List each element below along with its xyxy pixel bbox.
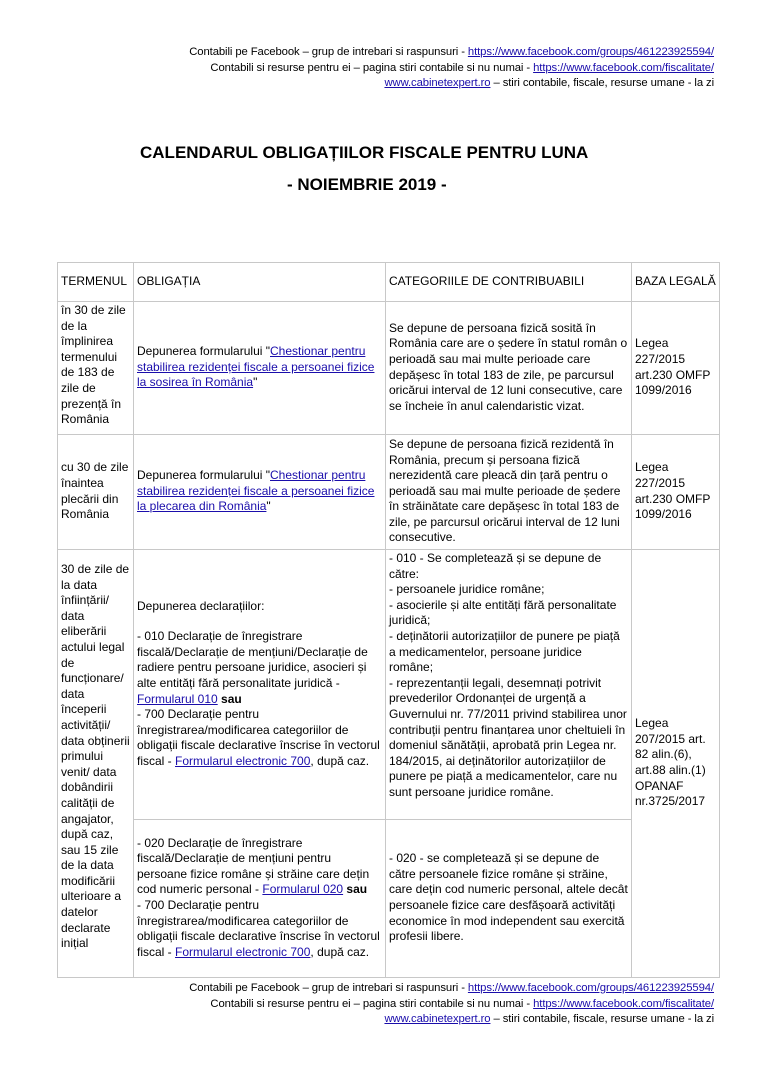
cell-termen: 30 de zile de la data înființării/ data eliberării actului legal de funcționare/ data începerii activității/ data obținerii primului venit/ data dobândirii calității de angajator, după caz, sau 15 zile de la data modificării ulterioare a datelor declarate inițial bbox=[58, 550, 134, 978]
table-row bbox=[58, 550, 720, 820]
cell-categorii: - 020 - se completează și se depune de către persoanele fizice române și străine, care dețin cod numeric personal, altele decât persoanele fizice care desfășoară activități economice în mod independent sau exercită profesii libere. bbox=[386, 820, 632, 978]
cell-categorii: Se depune de persoana fizică sosită în România care are o ședere în statul român o perioadă sau mai multe perioade care depășesc în total 183 de zile, pe parcursul oricărui interval de 12 luni consecutive, care se încheie în anul calendaristic vizat. bbox=[386, 302, 632, 435]
cell-baza-legala: Legea 227/2015 art.230 OMFP 1099/2016 bbox=[632, 435, 720, 550]
cell-obligatie: Depunerea declarațiilor: - 010 Declarație de înregistrare fiscală/Declarație de mențiuni/Declarație de radiere pentru persoane juridice, asocieri și alte entități fără personalitate juridică - Formularul 010 sau - 700 Declarație pentru înregistrarea/modificarea categoriilor de obligații fiscale declarative înscrise în vectorul fiscal - Formularul electronic 700, după caz. bbox=[134, 550, 386, 820]
header-line-1: Contabili pe Facebook – grup de intrebari si raspunsuri - https://www.facebook.com/groups/461223925594/ bbox=[189, 46, 714, 58]
cabinetexpert-link[interactable]: www.cabinetexpert.ro bbox=[384, 77, 491, 89]
page-footer bbox=[189, 981, 714, 1028]
formular-700-link[interactable]: Formularul electronic 700 bbox=[175, 753, 311, 768]
table-row bbox=[58, 302, 720, 435]
header-baza-legala: BAZA LEGALĂ bbox=[632, 263, 720, 302]
cell-termen: în 30 de zile de la împlinirea termenului de 183 de zile de prezență în România bbox=[58, 302, 134, 435]
table-row bbox=[58, 435, 720, 550]
footer-line-2: Contabili si resurse pentru ei – pagina stiri contabile si nu numai - https://www.facebook.com/fiscalitate/ bbox=[210, 997, 714, 1010]
facebook-group-link[interactable]: https://www.facebook.com/groups/461223925594/ bbox=[467, 46, 714, 58]
facebook-page-link[interactable]: https://www.facebook.com/fiscalitate/ bbox=[533, 997, 714, 1010]
header-line-2: Contabili si resurse pentru ei – pagina stiri contabile si nu numai - https://www.facebook.com/fiscalitate/ bbox=[210, 61, 714, 74]
footer-line-1: Contabili pe Facebook – grup de intrebari si raspunsuri - https://www.facebook.com/groups/461223925594/ bbox=[189, 982, 714, 994]
cell-obligatie: Depunerea formularului "Chestionar pentru stabilirea rezidenței fiscale a persoanei fizice la plecarea din România" bbox=[134, 435, 386, 550]
header-obligatia: OBLIGAȚIA bbox=[134, 263, 386, 302]
facebook-group-link[interactable]: https://www.facebook.com/groups/461223925594/ bbox=[467, 982, 714, 994]
chestionar-sosire-link[interactable]: Chestionar pentru stabilirea rezidenței fiscale a persoanei fizice la sosirea în România bbox=[137, 344, 375, 390]
cell-baza-legala: Legea 227/2015 art.230 OMFP 1099/2016 bbox=[632, 302, 720, 435]
cell-obligatie: Depunerea formularului "Chestionar pentru stabilirea rezidenței fiscale a persoanei fizice la sosirea în România" bbox=[134, 302, 386, 435]
cell-categorii: Se depune de persoana fizică rezidentă în România, precum și persoana fizică nerezidentă care pleacă din țară pentru o perioadă sau mai multe perioade de ședere în străinătate care depășesc în total 183 de zile, pe parcursul oricărui interval de 12 luni consecutive. bbox=[386, 435, 632, 550]
chestionar-plecare-link[interactable]: Chestionar pentru stabilirea rezidenței fiscale a persoanei fizice la plecarea din România bbox=[137, 468, 375, 514]
header-termenul: TERMENUL bbox=[58, 263, 134, 302]
formular-020-link[interactable]: Formularul 020 bbox=[262, 882, 344, 897]
formular-700-link[interactable]: Formularul electronic 700 bbox=[175, 944, 311, 959]
header-line-3: www.cabinetexpert.ro – stiri contabile, fiscale, resurse umane - la zi bbox=[384, 77, 714, 89]
cell-baza-legala: Legea 207/2015 art. 82 alin.(6), art.88 alin.(1) OPANAF nr.3725/2017 bbox=[632, 550, 720, 978]
document-title: CALENDARUL OBLIGAȚIILOR FISCALE PENTRU LUNA bbox=[140, 143, 589, 162]
table-header-row bbox=[58, 263, 720, 302]
cell-termen: cu 30 de zile înaintea plecării din România bbox=[58, 435, 134, 550]
table-row bbox=[58, 820, 720, 978]
formular-010-link[interactable]: Formularul 010 bbox=[137, 691, 218, 706]
facebook-page-link[interactable]: https://www.facebook.com/fiscalitate/ bbox=[533, 61, 714, 74]
cell-obligatie: - 020 Declarație de înregistrare fiscală/Declarație de mențiuni pentru persoane fizice române și străine care dețin cod numeric personal - Formularul 020 sau - 700 Declarație pentru înregistrarea/modificarea categoriilor de obligații fiscale declarative înscrise în vectorul fiscal - Formularul electronic 700, după caz. bbox=[134, 820, 386, 978]
footer-line-3: www.cabinetexpert.ro – stiri contabile, fiscale, resurse umane - la zi bbox=[384, 1013, 714, 1025]
fiscal-calendar-table bbox=[57, 262, 720, 978]
cell-categorii: - 010 - Se completează și se depune de către: - persoanele juridice române; - asocierile și alte entități fără personalitate juridică; - deținătorii autorizațiilor de punere pe piață a medicamentelor, persoane juridice române; - reprezentanții legali, desemnați potrivit prevederilor Ordonanței de urgență a Guvernului nr. 77/2011 privind stabilirea unor contribuții pentru finanțarea unor cheltuieli în domeniul sănătății, aprobată prin Legea nr. 184/2015, ai deținătorilor autorizațiilor de punere pe piață a medicamentelor, care nu sunt persoane juridice române. bbox=[386, 550, 632, 820]
cabinetexpert-link[interactable]: www.cabinetexpert.ro bbox=[384, 1013, 491, 1025]
header-categoriile: CATEGORIILE DE CONTRIBUABILI bbox=[386, 263, 632, 302]
document-subtitle: - NOIEMBRIE 2019 - bbox=[287, 175, 447, 194]
page-header bbox=[189, 45, 714, 92]
